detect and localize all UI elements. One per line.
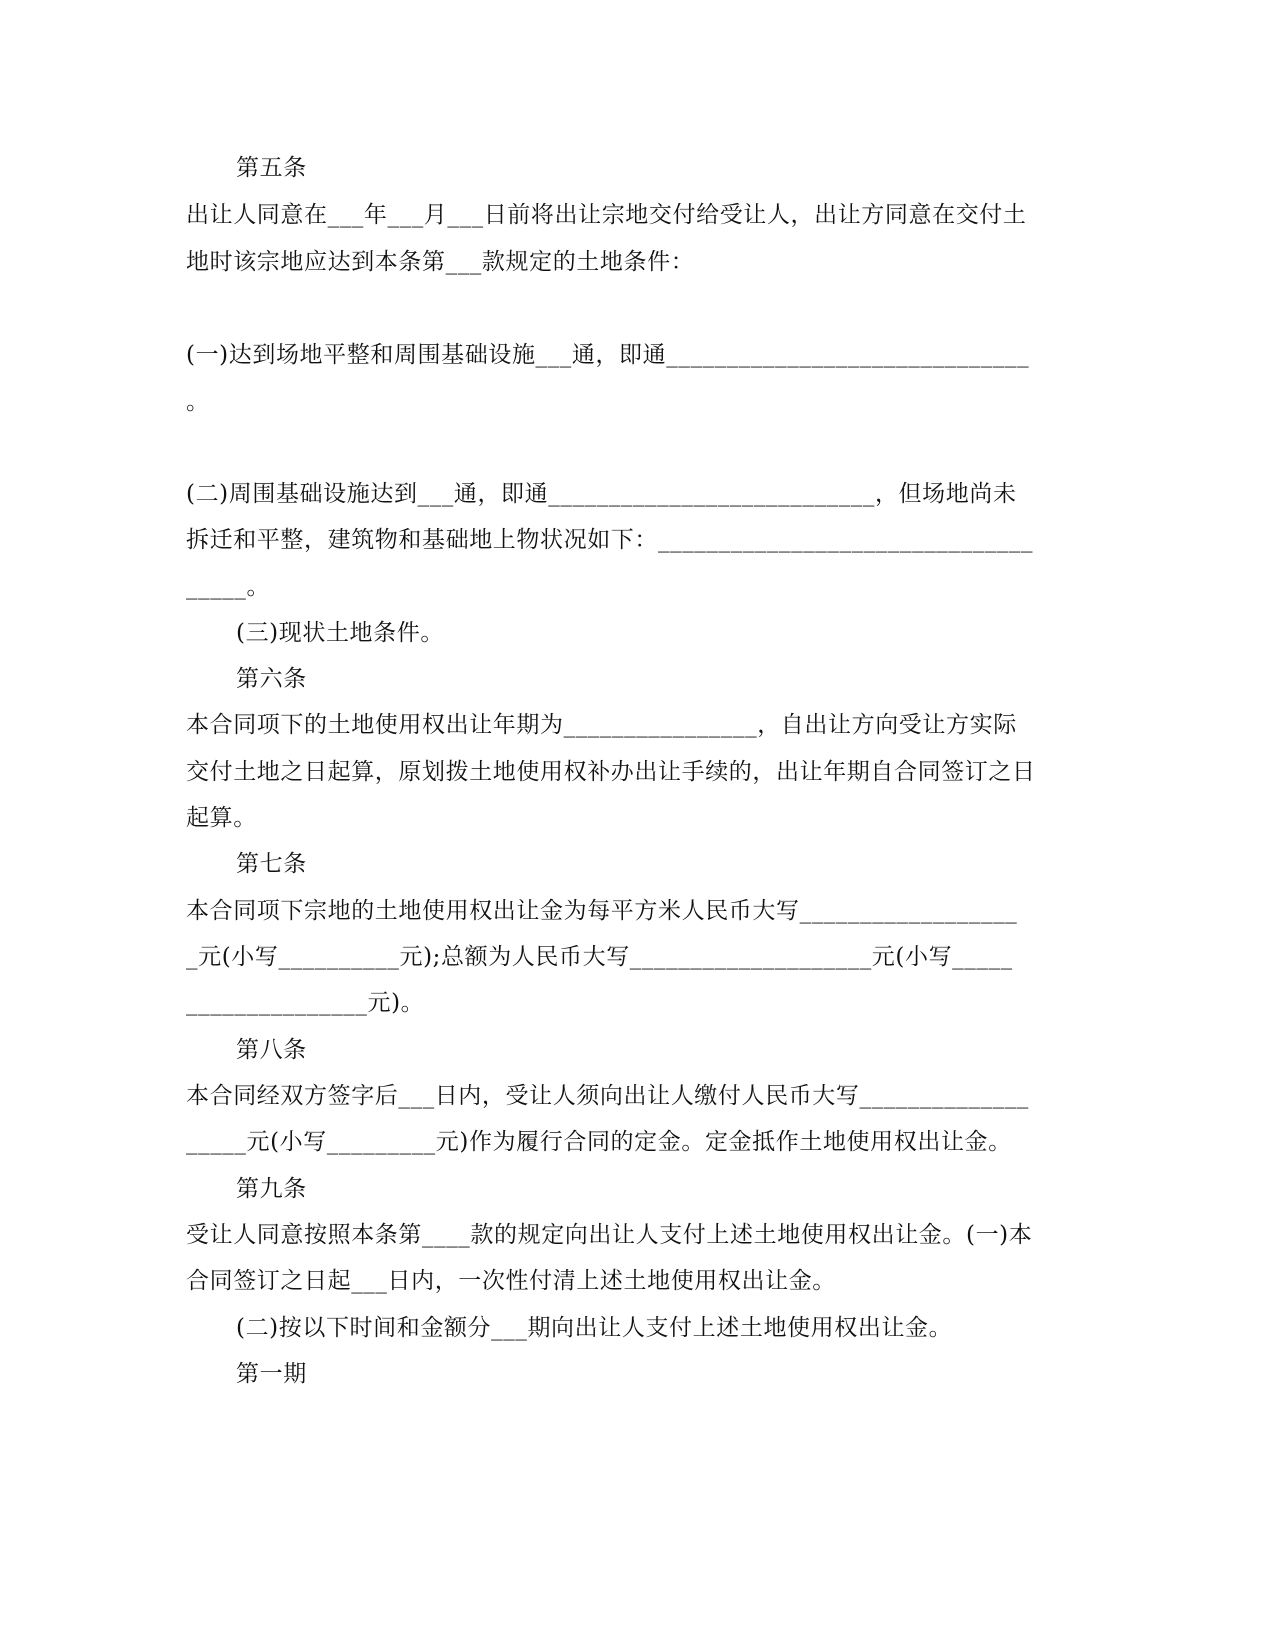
condition-2-line-3: _____。 (186, 574, 271, 600)
article-8-text-line-2: _____元(小写_________元)作为履行合同的定金。定金抵作土地使用权出让金。 (186, 1129, 1012, 1155)
article-6-text-line-2: 交付土地之日起算，原划拨土地使用权补办出让手续的，出让年期自合同签订之日 (186, 759, 1036, 785)
article-9-text-line-3: (二)按以下时间和金额分___期向出让人支付上述土地使用权出让金。 (236, 1315, 953, 1341)
article-8-text-line-1: 本合同经双方签字后___日内，受让人须向出让人缴付人民币大写______________ (186, 1083, 1029, 1109)
article-8-heading: 第八条 (236, 1037, 307, 1063)
condition-1-line-1: (一)达到场地平整和周围基础设施___通，即通______________________________ (186, 342, 1030, 368)
article-5-text-line-1: 出让人同意在___年___月___日前将出让宗地交付给受让人，出让方同意在交付土 (186, 202, 1027, 228)
article-6-text-line-3: 起算。 (186, 805, 257, 831)
article-7-heading: 第七条 (236, 851, 307, 877)
condition-3: (三)现状土地条件。 (236, 620, 444, 646)
article-7-text-line-2: _元(小写__________元);总额为人民币大写____________________元(小写_____ (186, 944, 1013, 970)
condition-2-line-1: (二)周围基础设施达到___通，即通___________________________，但场地尚未 (186, 481, 1017, 507)
article-9-text-line-2: 合同签订之日起___日内，一次性付清上述土地使用权出让金。 (186, 1268, 836, 1294)
article-5-heading: 第五条 (236, 155, 307, 181)
article-6-heading: 第六条 (236, 666, 307, 692)
article-9-text-line-1: 受让人同意按照本条第____款的规定向出让人支付上述土地使用权出让金。(一)本 (186, 1222, 1033, 1248)
article-5-text-line-2: 地时该宗地应达到本条第___款规定的土地条件： (186, 249, 695, 275)
installment-1-heading: 第一期 (236, 1361, 307, 1387)
article-7-text-line-3: _______________元)。 (186, 990, 425, 1016)
article-6-text-line-1: 本合同项下的土地使用权出让年期为________________，自出让方向受让方实际 (186, 712, 1017, 738)
article-9-heading: 第九条 (236, 1176, 307, 1202)
condition-1-line-2: 。 (186, 389, 210, 415)
article-7-text-line-1: 本合同项下宗地的土地使用权出让金为每平方米人民币大写__________________ (186, 898, 1018, 924)
condition-2-line-2: 拆迁和平整，建筑物和基础地上物状况如下：_______________________________ (186, 527, 1034, 553)
